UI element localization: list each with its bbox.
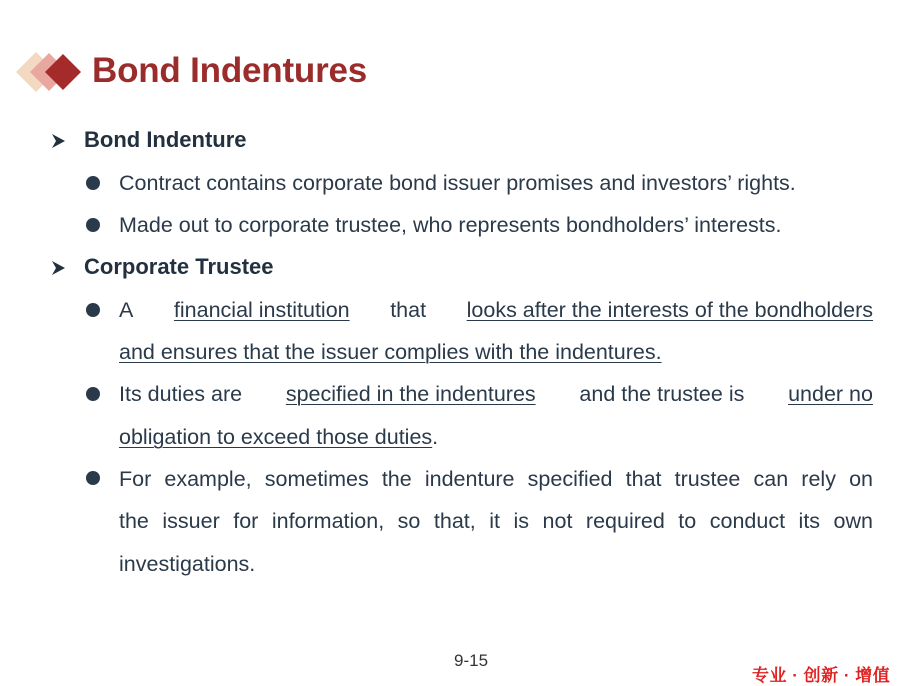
bullet-text-line (119, 380, 873, 408)
bullet-dot-icon (86, 303, 100, 317)
bullet-text-line (119, 338, 662, 366)
text-fragment: For example, sometimes the indenture specified that trustee can rely on (119, 467, 873, 491)
text-fragment: the issuer for information, so that, it is not required to conduct its own (119, 509, 873, 533)
bullet-text-line (119, 465, 873, 493)
logo-diamonds-icon (16, 50, 86, 96)
underlined-phrase: and ensures that the issuer complies with the indentures. (119, 340, 662, 364)
arrow-bullet-icon (50, 133, 66, 149)
text-fragment: and the trustee is (579, 382, 745, 406)
bullet-text-line (119, 507, 873, 535)
text-fragment: A (119, 298, 134, 322)
underlined-phrase: under no (788, 382, 873, 406)
bullet-text-line (119, 296, 873, 324)
arrow-bullet-icon (50, 260, 66, 276)
bullet-dot-icon (86, 176, 100, 190)
underlined-phrase: financial institution (173, 298, 350, 322)
page-number: 9-15 (454, 651, 489, 670)
bullet-text: Made out to corporate trustee, who represents bondholders’ interests. (119, 213, 782, 237)
text-fragment: that (390, 298, 427, 322)
bullet-text-line: investigations. (119, 552, 256, 576)
bullet-dot-icon (86, 218, 100, 232)
underlined-phrase: specified in the indentures (285, 382, 536, 406)
section-heading-bond-indenture: Bond Indenture (84, 127, 247, 152)
text-fragment: . (432, 425, 439, 449)
bullet-dot-icon (86, 387, 100, 401)
slide-title: Bond Indentures (92, 51, 368, 90)
text-fragment: Its duties are (119, 382, 243, 406)
underlined-phrase: obligation to exceed those duties (119, 425, 433, 449)
section-heading-corporate-trustee: Corporate Trustee (84, 254, 274, 279)
bullet-text-line (119, 423, 438, 451)
bullet-text: Contract contains corporate bond issuer promises and investors’ rights. (119, 171, 796, 195)
footer-slogan: 专业 · 创新 · 增值 (752, 666, 891, 685)
bullet-dot-icon (86, 471, 100, 485)
underlined-phrase: looks after the interests of the bondholders (466, 298, 873, 322)
